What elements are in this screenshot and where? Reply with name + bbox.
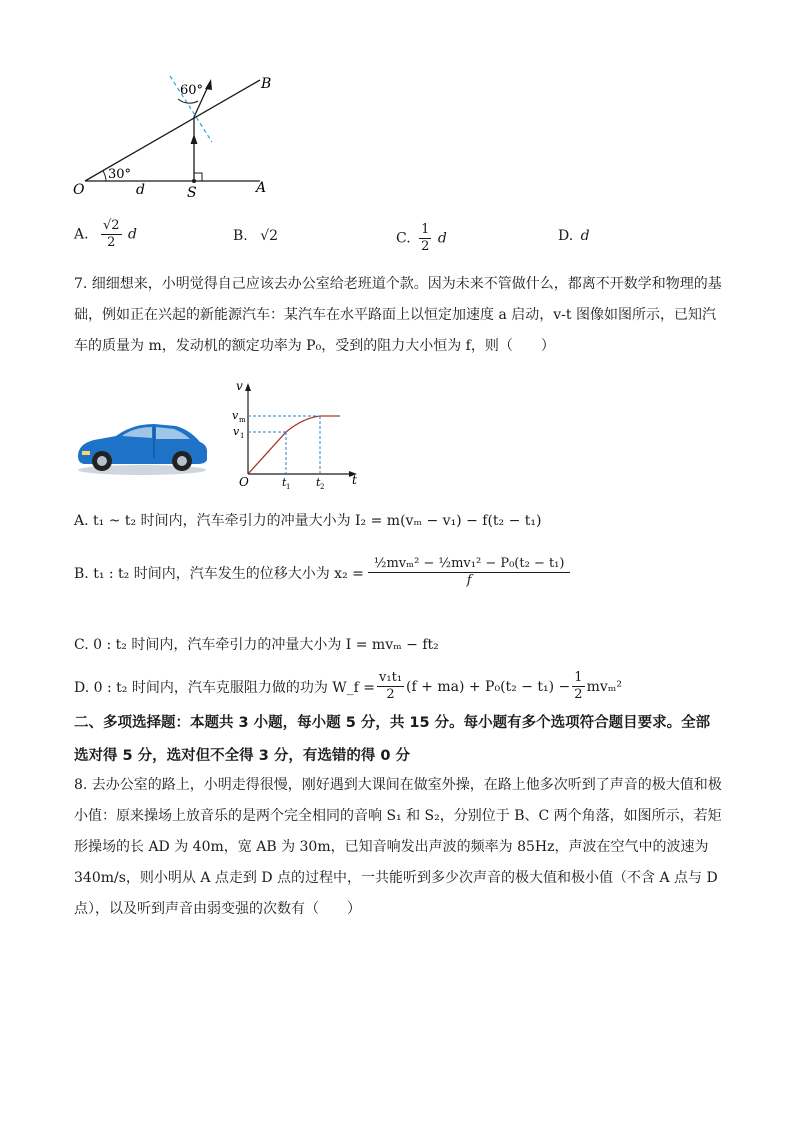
- q6-c-den: 2: [421, 239, 430, 254]
- q7-option-b[interactable]: B. t₁ : t₂ 时间内，汽车发生的位移大小为 x₂ = $\frac{\text{½mvₘ² − ½mv₁² − P₀(t₂ − t₁)}}{f}$: [74, 556, 572, 589]
- question-7-text: 7. 细细想来，小明觉得自己应该去办公室给老班道个款。因为未来不管做什么，都离不开数学和物理的基础，例如正在兴起的新能源汽车：某汽车在水平路面上以恒定加速度 a 启动，v-t 图像如图所示，已知汽车的质量为 m，发动机的额定功率为 P₀，受到的阻力大小恒为 f，则（ ）: [74, 276, 722, 354]
- q7-d-frac-den: 2: [386, 687, 395, 702]
- label-t2: t: [316, 476, 321, 489]
- arc-60: [178, 99, 198, 103]
- label-t1: t: [282, 476, 287, 489]
- q7-b-den: f: [466, 573, 472, 588]
- q7-b-num: ½mvₘ² − ½mv₁² − P₀(t₂ − t₁): [368, 556, 571, 573]
- axis-v-arrow: [245, 383, 251, 391]
- q6-option-a[interactable]: A. $\frac{√2}{2}$ d: [74, 218, 137, 250]
- label-v1-sub: 1: [240, 432, 245, 440]
- q7-d-frac-num: v₁t₁: [379, 670, 403, 685]
- label-30: 30°: [108, 167, 132, 182]
- line-OB: [85, 80, 260, 181]
- q7-d-frac2-num: 1: [574, 670, 583, 685]
- label-t: t: [352, 473, 357, 487]
- arrow-reflected: [205, 79, 212, 90]
- label-v: v: [236, 379, 243, 393]
- q6-option-d[interactable]: D. d: [558, 228, 590, 244]
- arrow-up: [191, 134, 198, 144]
- vt-graph: [228, 378, 368, 490]
- q6-option-c[interactable]: C. $\frac{1}{2}$ d: [396, 222, 447, 254]
- label-O: O: [73, 182, 85, 198]
- label-O: O: [239, 475, 249, 489]
- label-v1: v: [233, 425, 240, 438]
- q6-a-num: √2: [103, 218, 120, 233]
- label-S: S: [187, 185, 197, 201]
- reflection-diagram: [70, 70, 290, 202]
- vt-curve: [248, 416, 340, 474]
- label-d: d: [136, 182, 145, 198]
- label-vm: v: [232, 409, 239, 422]
- point-S: [192, 179, 196, 183]
- question-8-text: 8. 去办公室的路上，小明走得很慢，刚好遇到大课间在做室外操，在路上他多次听到了声音的极大值和极小值：原来操场上放音乐的是两个完全相同的音响 S₁ 和 S₂，分别位于 B、C 两个角落，如图所示，若矩形操场的长 AD 为 40m，宽 AB 为 30m，已知音响发出声波的频率为 85Hz，声波在空气中的波速为 340m/s，则小明从 A 点走到 D 点的过程中，一共能听到多少次声音的极大值和极小值（不含 A 点与 D 点），以及听到声音由弱变强的次数有（ ）: [74, 777, 722, 917]
- label-A: A: [256, 180, 267, 196]
- q6-option-b[interactable]: B. √2: [233, 228, 279, 244]
- section-2-heading: 二、多项选择题：本题共 3 小题，每小题 5 分，共 15 分。每小题有多个选项符合题目要求。全部选对得 5 分，选对但不全得 3 分，有选错的得 0 分: [74, 715, 711, 764]
- q7-option-a[interactable]: A. t₁ ~ t₂ 时间内，汽车牵引力的冲量大小为 I₂ = m(vₘ − v₁) − f(t₂ − t₁): [74, 513, 542, 529]
- q7-option-d[interactable]: D. 0 : t₂ 时间内，汽车克服阻力做的功为 W_f = $\frac{\text{v₁t₁}}{2}$ (f + ma) + P₀(t₂ − t₁) − $\frac{1}{2}$ mvₘ²: [74, 670, 622, 702]
- label-vm-sub: m: [239, 416, 246, 424]
- label-t2-sub: 2: [320, 483, 325, 490]
- q6-c-num: 1: [421, 222, 430, 237]
- q7-option-c[interactable]: C. 0 : t₂ 时间内，汽车牵引力的冲量大小为 I = mvₘ − ft₂: [74, 637, 439, 653]
- arc-30: [103, 171, 106, 181]
- label-60: 60°: [180, 83, 204, 98]
- car-illustration: [72, 418, 212, 478]
- q7-d-frac2-den: 2: [574, 687, 583, 702]
- q6-a-den: 2: [107, 235, 116, 250]
- label-B: B: [261, 76, 272, 92]
- label-t1-sub: 1: [286, 483, 291, 490]
